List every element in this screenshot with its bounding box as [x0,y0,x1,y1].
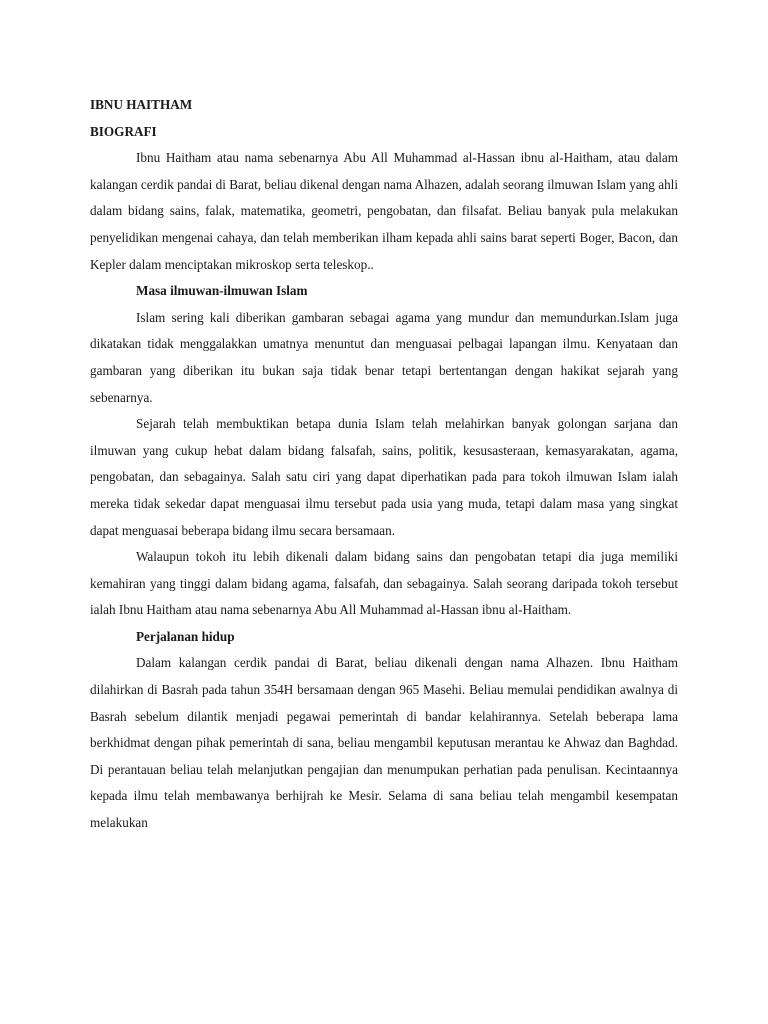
paragraph-perjalanan: Dalam kalangan cerdik pandai di Barat, beliau dikenali dengan nama Alhazen. Ibnu Haitham dilahirkan di Basrah pada tahun 354H bersamaan dengan 965 Masehi. Beliau memulai pendidikan awalnya di Basrah sebelum dilantik menjadi pegawai pemerintah di bandar kelahirannya. Setelah beberapa lama berkhidmat dengan pihak pemerintah di sana, beliau mengambil keputusan merantau ke Ahwaz dan Baghdad. Di perantauan beliau telah melanjutkan pengajian dan menumpukan perhatian pada penulisan. Kecintaannya kepada ilmu telah membawanya berhijrah ke Mesir. Selama di sana beliau telah mengambil kesempatan melakukan [90,655,678,831]
paragraph-intro: Ibnu Haitham atau nama sebenarnya Abu All Muhammad al-Hassan ibnu al-Haitham, atau dalam kalangan cerdik pandai di Barat, beliau dikenal dengan nama Alhazen, adalah seorang ilmuwan Islam yang ahli dalam bidang sains, falak, matematika, geometri, pengobatan, dan filsafat. Beliau banyak pula melakukan penyelidikan mengenai cahaya, dan telah memberikan ilham kepada ahli sains barat seperti Boger, Bacon, dan Kepler dalam menciptakan mikroskop serta teleskop.. [90,150,678,272]
document-subtitle: BIOGRAFI [90,123,157,139]
section-heading-masa-ilmuwan: Masa ilmuwan-ilmuwan Islam [136,283,308,299]
document-title: IBNU HAITHAM [90,97,193,112]
paragraph-walaupun: Walaupun tokoh itu lebih dikenali dalam bidang sains dan pengobatan tetapi dia juga memiliki kemahiran yang tinggi dalam bidang agama, falsafah, dan sebagainya. Salah seorang daripada tokoh tersebut ialah Ibnu Haitham atau nama sebenarnya Abu All Muhammad al-Hassan ibnu al-Haitham. [90,549,678,618]
section-heading-perjalanan-hidup: Perjalanan hidup [136,628,235,644]
paragraph-islam-gambaran: Islam sering kali diberikan gambaran sebagai agama yang mundur dan memundurkan.Islam juga dikatakan tidak menggalakkan umatnya menuntut dan menguasai pelbagai lapangan ilmu. Kenyataan dan gambaran yang diberikan itu bukan saja tidak benar tetapi bertentangan dengan hakikat sejarah yang sebenarnya. [90,309,678,405]
paragraph-sejarah: Sejarah telah membuktikan betapa dunia Islam telah melahirkan banyak golongan sarjana dan ilmuwan yang cukup hebat dalam bidang falsafah, sains, politik, kesusasteraan, kemasyarakatan, agama, pengobatan, dan sebagainya. Salah satu ciri yang dapat diperhatikan pada para tokoh ilmuwan Islam ialah mereka tidak sekedar dapat menguasai ilmu tersebut pada usia yang muda, tetapi dalam masa yang singkat dapat menguasai beberapa bidang ilmu secara bersamaan. [90,416,678,538]
document-page [90,92,678,837]
